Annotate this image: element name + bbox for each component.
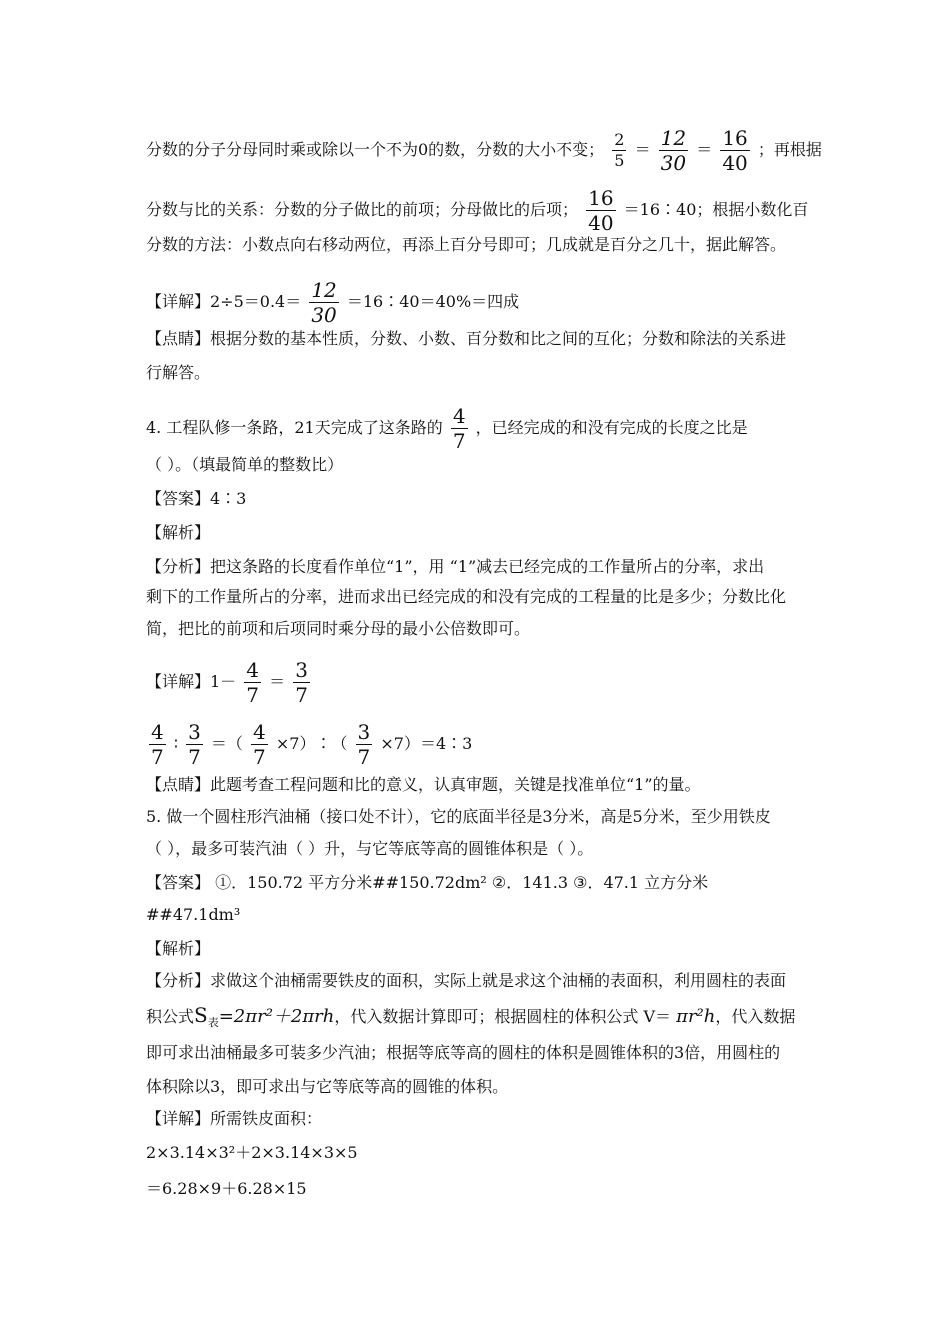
numerator: 4 bbox=[253, 720, 266, 744]
fraction bbox=[451, 406, 468, 451]
text: 积公式 bbox=[146, 1007, 195, 1026]
numerator: 3 bbox=[188, 720, 201, 744]
text: 分数与比的关系：分数的分子做比的前项；分母做比的后项； bbox=[146, 200, 579, 219]
text: 分数的分子分母同时乘或除以一个不为0的数，分数的大小不变； bbox=[146, 140, 605, 159]
denominator: 5 bbox=[614, 151, 625, 170]
analysis-5-line-3: 即可求出油桶最多可装多少汽油；根据等底等高的圆柱的体积是圆锥体积的3倍，用圆柱的 bbox=[146, 1043, 781, 1062]
equals: ＝ bbox=[269, 672, 286, 691]
subscript: 表 bbox=[207, 1016, 219, 1030]
numerator: 4 bbox=[452, 404, 466, 428]
surface-symbol: S bbox=[194, 1003, 208, 1027]
denominator: 30 bbox=[311, 303, 337, 327]
numerator: 3 bbox=[357, 720, 371, 744]
denominator: 7 bbox=[452, 429, 466, 453]
text: ，代入数据计算即可；根据圆柱的体积公式 V＝ bbox=[334, 1007, 677, 1026]
analysis-4-line-3: 简，把比的前项和后项同时乘分母的最小公倍数即可。 bbox=[146, 619, 531, 638]
text: ＝（ bbox=[210, 734, 243, 753]
analysis-heading-5: 【解析】 bbox=[146, 939, 211, 958]
answer-4: 【答案】4∶3 bbox=[146, 489, 247, 508]
calc-line-2: ＝6.28×9＋6.28×15 bbox=[146, 1179, 307, 1198]
denominator: 7 bbox=[295, 683, 308, 707]
fraction bbox=[244, 660, 261, 705]
fraction bbox=[149, 722, 166, 767]
denominator: 30 bbox=[660, 151, 687, 175]
numerator: 4 bbox=[151, 720, 164, 744]
text: ，已经完成的和没有完成的长度之比是 bbox=[475, 418, 748, 437]
denominator: 7 bbox=[357, 745, 371, 769]
denominator: 7 bbox=[151, 745, 164, 769]
question-5: 5. 做一个圆柱形汽油桶（接口处不计），它的底面半径是3分米，高是5分米，至少用铁皮 bbox=[146, 807, 771, 826]
equals: ＝ bbox=[634, 140, 651, 159]
answer-5: 【答案】 ①．150.72 平方分米##150.72dm² ②．141.3 ③．47.1 立方分米 bbox=[146, 873, 709, 892]
comment-line-2: 行解答。 bbox=[146, 363, 211, 382]
numerator: 12 bbox=[660, 126, 687, 150]
calc-line-1: 2×3.14×3²＋2×3.14×3×5 bbox=[146, 1143, 358, 1162]
denominator: 40 bbox=[722, 151, 748, 175]
numerator: 16 bbox=[722, 126, 748, 150]
fraction bbox=[356, 722, 373, 767]
analysis-line-2 bbox=[146, 186, 809, 235]
detail-5-heading: 【详解】所需铁皮面积： bbox=[146, 1109, 323, 1128]
fraction bbox=[293, 660, 310, 705]
analysis-5-line-1: 【分析】求做这个油桶需要铁皮的面积，实际上就是求这个油桶的表面积，利用圆柱的表面 bbox=[146, 971, 787, 990]
analysis-heading: 【解析】 bbox=[146, 523, 211, 542]
detail-line bbox=[146, 280, 804, 325]
text: 【详解】2÷5＝0.4＝ bbox=[146, 292, 302, 311]
denominator: 7 bbox=[188, 745, 201, 769]
fraction bbox=[309, 280, 338, 325]
comment-line-1: 【点睛】根据分数的基本性质，分数、小数、百分数和比之间的互化；分数和除法的关系进 bbox=[146, 329, 787, 348]
surface-formula: =2πr²＋2πrh bbox=[218, 1006, 335, 1027]
question-4-blank: （ ）。（填最简单的整数比） bbox=[146, 455, 344, 474]
text: ×7）＝4∶3 bbox=[380, 734, 473, 753]
answer-5-cont: ##47.1dm³ bbox=[146, 905, 241, 924]
text: ；再根据 bbox=[757, 140, 822, 159]
text: ＝16∶40；根据小数化百 bbox=[623, 200, 809, 219]
numerator: 12 bbox=[311, 278, 337, 302]
analysis-4-line-2: 剩下的工作量所占的分率，进而求出已经完成的和没有完成的工程量的比是多少；分数比化 bbox=[146, 587, 787, 606]
denominator: 40 bbox=[588, 211, 614, 235]
denominator: 7 bbox=[253, 745, 266, 769]
text: ，代入数据 bbox=[715, 1007, 796, 1026]
comment-4: 【点睛】此题考查工程问题和比的意义，认真审题，关键是找准单位“1”的量。 bbox=[146, 775, 701, 794]
analysis-4-line-1: 【分析】把这条路的长度看作单位“1”，用 “1”减去已经完成的工作量所占的分率，求出 bbox=[146, 557, 765, 576]
numerator: 2 bbox=[614, 130, 625, 149]
numerator: 4 bbox=[246, 658, 260, 682]
fraction bbox=[659, 128, 688, 173]
fraction bbox=[612, 132, 626, 169]
analysis-line-3: 分数的方法：小数点向右移动两位，再添上百分号即可；几成就是百分之几十，据此解答。 bbox=[146, 235, 787, 254]
detail-4-line-1 bbox=[146, 660, 804, 705]
detail-4-line-2 bbox=[146, 722, 804, 767]
denominator: 7 bbox=[246, 683, 260, 707]
equals: ＝ bbox=[696, 140, 713, 159]
numerator: 3 bbox=[295, 658, 308, 682]
fraction bbox=[251, 722, 268, 767]
volume-formula: πr²h bbox=[676, 1006, 716, 1027]
text: 4. 工程队修一条路，21天完成了这条路的 bbox=[146, 418, 443, 437]
question-5-blanks: （ ），最多可装汽油（ ）升，与它等底等高的圆锥体积是（ ）。 bbox=[146, 839, 594, 858]
text: ×7）∶（ bbox=[275, 734, 348, 753]
analysis-5-line-2 bbox=[146, 1004, 804, 1034]
analysis-line-1 bbox=[146, 126, 822, 175]
numerator: 16 bbox=[588, 186, 614, 210]
ratio-colon: ∶ bbox=[173, 734, 178, 753]
fraction bbox=[586, 188, 615, 233]
fraction bbox=[186, 722, 203, 767]
analysis-5-line-4: 体积除以3，即可求出与它等底等高的圆锥的体积。 bbox=[146, 1077, 509, 1096]
fraction bbox=[720, 128, 749, 173]
text: 【详解】1－ bbox=[146, 672, 237, 691]
question-4 bbox=[146, 406, 804, 451]
text: ＝16∶40＝40%＝四成 bbox=[346, 292, 520, 311]
